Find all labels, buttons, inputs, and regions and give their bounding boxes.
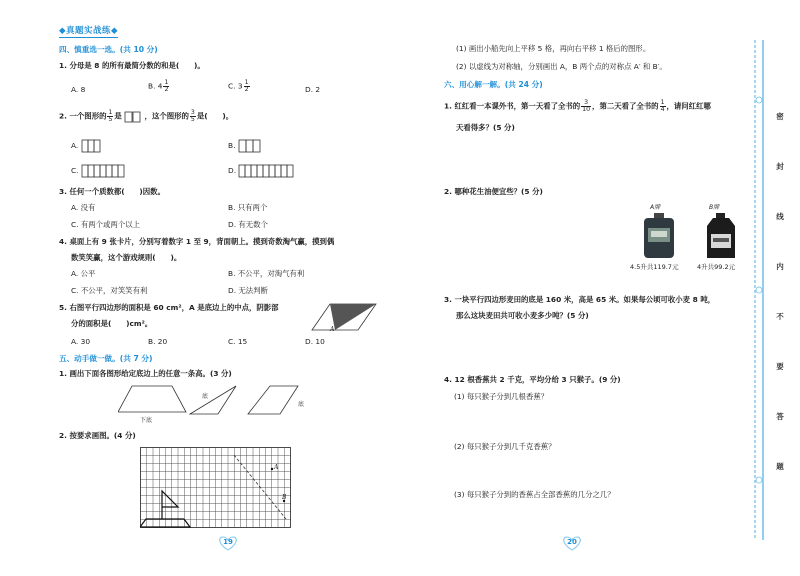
q2-given-shape	[124, 111, 142, 123]
section-5-title: 五、动手做一做。(共 7 分)	[59, 354, 153, 363]
q2-stem: 2. 一个图形的 $\frac{1}{5}$ 是 ，这个图形的 $\frac{3}{5}$ 是( )。	[59, 109, 234, 124]
q6-label-base-1: 底	[202, 393, 209, 400]
q2-shape-c	[81, 164, 131, 178]
margin-char-4: 内	[776, 262, 784, 271]
q5-option-b: B. 20	[148, 337, 168, 346]
section-header: ◆真题实战练◆	[59, 26, 118, 38]
q2-option-d: D.	[228, 164, 298, 178]
p3-line-1: 3. 一块平行四边形麦田的底是 160 米，高是 65 米。如果每公顷可收小麦 8 吨，	[444, 295, 716, 304]
p3-line-2: 那么这块麦田共可收小麦多少吨？(5 分)	[456, 311, 589, 320]
q2-shape-b	[238, 139, 268, 153]
p4-sub-2: (2) 每只猴子分到几千克香蕉？	[454, 442, 556, 451]
p4-sub-1: (1) 每只猴子分到几根香蕉？	[454, 392, 549, 401]
section-6-title: 六、用心解一解。(共 24 分)	[444, 80, 543, 89]
q6-parallelogram	[248, 386, 298, 414]
q6-trapezoid	[118, 386, 186, 412]
q6-triangle	[190, 386, 236, 414]
binding-line	[752, 40, 766, 540]
margin-char-1: 密	[776, 112, 784, 121]
q6-label-bottom: 下底	[140, 417, 153, 424]
p2-stem: 2. 哪种花生油便宜些？(5 分)	[444, 187, 543, 196]
p2-bottle-b-icon	[703, 212, 739, 260]
r-task-1: (1) 画出小船先向上平移 5 格，再向右平移 1 格后的图形。	[456, 44, 651, 53]
q2-option-b: B.	[228, 139, 268, 153]
q2-option-a: A.	[71, 139, 103, 153]
q2-shape-d	[238, 164, 298, 178]
q1-option-d: D. 2	[305, 85, 321, 94]
p2-brand-a: A牌	[650, 204, 661, 211]
q1-stem: 1. 分母是 8 的所有最简分数的和是( )。	[59, 61, 205, 70]
margin-char-2: 封	[776, 162, 784, 171]
q3-stem: 3. 任何一个质数都( )因数。	[59, 187, 165, 196]
q7-boat-hull	[140, 519, 190, 527]
p2-brand-b: B牌	[709, 204, 720, 211]
q1-option-a: A. 8	[71, 85, 86, 94]
q5-stem-2: 分的面积是( )cm²。	[71, 319, 153, 328]
q1-option-c: C. 3 $\frac{1}{2}$	[228, 79, 249, 94]
q5-stem-1: 5. 右图平行四边形的面积是 60 cm²，A 是底边上的中点，阴影部	[59, 303, 279, 312]
q7-label-b: B	[282, 494, 287, 501]
p1-line-1: 1. 红红看一本课外书，第一天看了全书的 $\frac{3}{10}$ ，第二天看了全书的 $\frac{1}{4}$ ，请问红红哪	[444, 99, 711, 114]
q4-option-c: C. 不公平，对笑笑有利	[71, 286, 148, 295]
margin-char-6: 要	[776, 362, 784, 371]
section-4-title: 四、慎重选一选。(共 10 分)	[59, 45, 158, 54]
q4-option-a: A. 公平	[71, 269, 96, 278]
margin-char-5: 不	[776, 312, 784, 321]
q6-stem: 1. 画出下面各图形给定底边上的任意一条高。(3 分)	[59, 369, 232, 378]
q3-option-d: D. 有无数个	[228, 220, 268, 229]
q7-label-a: A	[274, 464, 279, 471]
r-task-2: (2) 以虚线为对称轴，分别画出 A，B 两个点的对称点 A′ 和 B′。	[456, 62, 667, 71]
page-number-right: 20	[560, 534, 584, 552]
margin-char-7: 答	[776, 412, 784, 421]
p4-sub-3: (3) 每只猴子分到的香蕉占全部香蕉的几分之几？	[454, 490, 615, 499]
q4-option-d: D. 无法判断	[228, 286, 268, 295]
q3-option-b: B. 只有两个	[228, 203, 268, 212]
q3-option-a: A. 没有	[71, 203, 96, 212]
q4-option-b: B. 不公平，对淘气有利	[228, 269, 305, 278]
q4-stem-2: 数笑笑赢，这个游戏规则( )。	[71, 253, 182, 262]
page-number-left: 19	[216, 534, 240, 552]
q7-boat-sail	[162, 491, 178, 519]
p1-line-2: 天看得多？(5 分)	[456, 123, 515, 132]
q3-option-c: C. 有两个或两个以上	[71, 220, 140, 229]
q7-grid	[140, 447, 292, 529]
q5-label-a: A	[330, 326, 335, 333]
q5-option-c: C. 15	[228, 337, 248, 346]
q6-figures	[118, 384, 328, 428]
q6-label-base-2: 底	[298, 401, 305, 408]
q4-stem-1: 4. 桌面上有 9 张卡片，分别写着数字 1 至 9，背面朝上。摸到奇数淘气赢，摸到偶	[59, 237, 335, 246]
q2-option-c: C.	[71, 164, 131, 178]
q7-point-a	[271, 468, 273, 470]
q5-parallelogram-figure	[310, 300, 380, 336]
p4-stem: 4. 12 根香蕉共 2 千克，平均分给 3 只猴子。(9 分)	[444, 375, 621, 384]
q5-option-d: D. 10	[305, 337, 325, 346]
p2-bottle-a-icon	[640, 212, 680, 260]
q5-option-a: A. 30	[71, 337, 91, 346]
margin-char-3: 线	[776, 212, 784, 221]
margin-char-8: 题	[776, 462, 784, 471]
q7-stem: 2. 按要求画图。(4 分)	[59, 431, 136, 440]
p2-price-b: 4升共99.2元	[697, 263, 736, 271]
q1-option-b: B. 4 $\frac{1}{2}$	[148, 79, 169, 94]
q2-shape-a	[81, 139, 103, 153]
p2-price-a: 4.5升共119.7元	[630, 263, 679, 271]
